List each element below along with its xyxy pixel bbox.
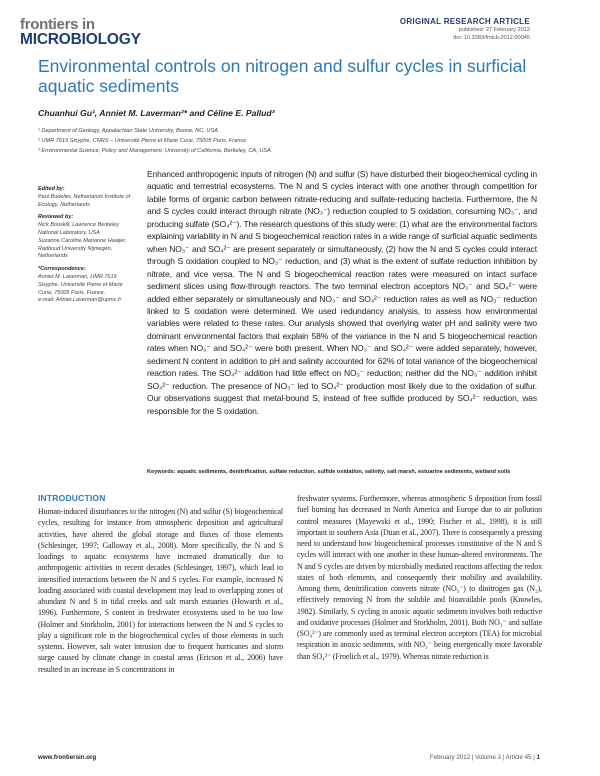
abstract: Enhanced anthropogenic inputs of nitrogen (N) and sulfur (S) have disturbed their biogeochemical cycling in aquatic and terrestrial ecosystems. The N and S cycles interact with one another through competition for labile forms of organic carbon between nitrate-reducing and sulfate-reducing bacteria. Furthermore, the N and S cycles could interact through nitrate (NO₃⁻) reduction coupled to S oxidation, consuming NO₃⁻, and producing sulfate (SO₄²⁻). The research questions of this study were: (1) what are the environmental factors explaining variability in N and S biogeochemical reaction rates in a wide range of surficial aquatic sediments when NO₃⁻ and SO₄²⁻ are present separately or simultaneously, (2) how the N and S cycles could interact through S oxidation coupled to NO₃⁻ reduction, and (3) what is the extent of sulfate reduction inhibition by nitrate, and vice versa. The N and S biogeochemical reaction rates were measured on intact surface sediment slices using flow-through reactors. The two terminal electron acceptors NO₃⁻ and SO₄²⁻ were added either separately or simultaneously and NO₃⁻ and SO₄²⁻ reduction rates as well as NO₃⁻ reduction linked to S oxidation were determined. We used redundancy analysis, to assess how environmental variables were related to these rates. Our analysis showed that overlying water pH and salinity were two dominant environmental factors that explain 58% of the variance in the N and S biogeochemical reaction rates when NO₃⁻ and SO₄²⁻ were both present. When NO₃⁻ and SO₄²⁻ were added separately, however, sediment N content in addition to pH and salinity accounted for 62% of total variance of the biogeochemical reaction rates. The SO₄²⁻ addition had little effect on NO₃⁻ reduction; neither did the NO₃⁻ addition inhibit SO₄²⁻ reduction. The presence of NO₃⁻ led to SO₄²⁻ production most likely due to the oxidation of sulfur. Our observations suggest that metal-bound S, instead of free sulfide produced by SO₄²⁻ reduction, was responsible for the S oxidation. bbox=[147, 169, 537, 416]
article-header-meta bbox=[270, 17, 530, 42]
footer-url[interactable]: www.frontiersin.org bbox=[38, 754, 97, 761]
correspondence-label: *Correspondence: bbox=[38, 266, 86, 273]
affiliation-2: ² UMR 7619 Sisyphe, CNRS – Université Pierre et Marie Curie, 75005 Paris, France bbox=[38, 138, 247, 144]
footer-issue-text: February 2012 | Volume 3 | Article 45 | bbox=[429, 754, 535, 761]
body-column-right: freshwater systems. Furthermore, whereas atmospheric S deposition from fossil fuel burning has decreased in North America and Europe due to air pollution control measures (Mayewski et al., 1990; Fischer et al., 1998), it is still important in southern Asia (Duan et al., 2007). There is consequently a pressing need to understand how biogeochemical processes constitutive of the N and S cycles will interact with one another in these human-altered environments. The N and S cycles are driven by microbially mediated reactions affecting the redox states of both elements, and consequently their mobility and availability. Among them, denitrification converts nitrate (NO₃⁻) to dinitrogen gas (N₂), effectively removing N from the soluble and bioavailable pools (Knowles, 1982). Similarly, S cycling in anoxic aquatic sediments involves both reductive and oxidative processes (Holmer and Storkholm, 2001). Both NO₃⁻ and sulfate (SO₄²⁻) are commonly used as terminal electron acceptors (TEA) for microbial respiration in anoxic sediments, with NO₃⁻ being energetically more favorable than SO₄²⁻ (Froelich et al., 1979). Whereas nitrate reduction is bbox=[297, 494, 542, 661]
article-type: ORIGINAL RESEARCH ARTICLE bbox=[399, 17, 530, 26]
keywords: Keywords: aquatic sediments, denitrification, sulfate reduction, sulfide oxidation, salinity, salt marsh, estuarine sediments, wetland soils bbox=[147, 469, 511, 475]
footer-issue bbox=[430, 754, 540, 761]
doi: doi: 10.3389/fmicb.2012.00045 bbox=[453, 35, 530, 41]
article-title: Environmental controls on nitrogen and sulfur cycles in surficial aquatic sediments bbox=[38, 56, 527, 96]
editorial-sidebar bbox=[38, 186, 133, 310]
reviewed-by-label: Reviewed by: bbox=[38, 214, 74, 221]
journal-logo bbox=[20, 17, 140, 48]
section-heading-introduction: INTRODUCTION bbox=[38, 493, 106, 503]
journal-name-line1: frontiers in bbox=[20, 16, 95, 33]
author-list: Chuanhui Gu¹, Anniet M. Laverman²* and Céline E. Pallud³ bbox=[38, 108, 275, 118]
correspondence-text: Anniet M. Laverman, UMR 7619 Sisyphe, Université Pierre et Marie Curie, 75005 Paris, France. e-mail: Anniet.Laverman@upmc.fr bbox=[38, 273, 123, 304]
page-number: 1 bbox=[536, 754, 540, 761]
body-column-left: Human-induced disturbances to the nitrogen (N) and sulfur (S) biogeochemical cycles, resulting for instance from atmospheric deposition and agricultural activities, have altered the global storage and fluxes of those elements (Schlesinger, 1997; Galloway et al., 2008). More specifically, the N and S loadings to aquatic ecosystems have increased dramatically due to anthropogenic activities in recent decades (Schlesinger, 1997), which lead to intensified interactions between the N and S cycles. For example, increased N loading associated with coastal development may lead to overlapping zones of abundant N and S in tidal creeks and salt marsh estuaries (Howarth et al., 1996). Furthermore, S content in freshwater ecosystems used to be too low (Holmer and Storkholm, 2001) for interactions between the N and S cycles to play a significant role in the biogeochemical cycles of those elements in such systems. However, salt water intrusion due to frequent hurricanes and storm surge caused by climate change in coastal areas (Ericson et al., 2006) have resulted in an increase in S concentrations in bbox=[38, 507, 283, 674]
published-date: published: 27 February 2012 bbox=[458, 27, 530, 33]
journal-name-line2: MICROBIOLOGY bbox=[20, 31, 141, 48]
edited-by-text: Paul Bodelier, Netherlands Institute of Ecology, Netherlands bbox=[38, 193, 131, 208]
affiliation-3: ³ Environmental Science, Policy and Management, University of California, Berkeley, CA, USA bbox=[38, 148, 271, 154]
affiliations bbox=[38, 126, 271, 156]
edited-by-label: Edited by: bbox=[38, 186, 65, 192]
reviewed-by-text: Nick Bouskill, Lawrence Berkeley National Laboratory, USA Suzanne Caroline Marianne Haaijer, Radboud University Nijmegen, Netherlands bbox=[38, 222, 127, 260]
affiliation-1: ¹ Department of Geology, Appalachian State University, Boone, NC, USA bbox=[38, 128, 218, 134]
